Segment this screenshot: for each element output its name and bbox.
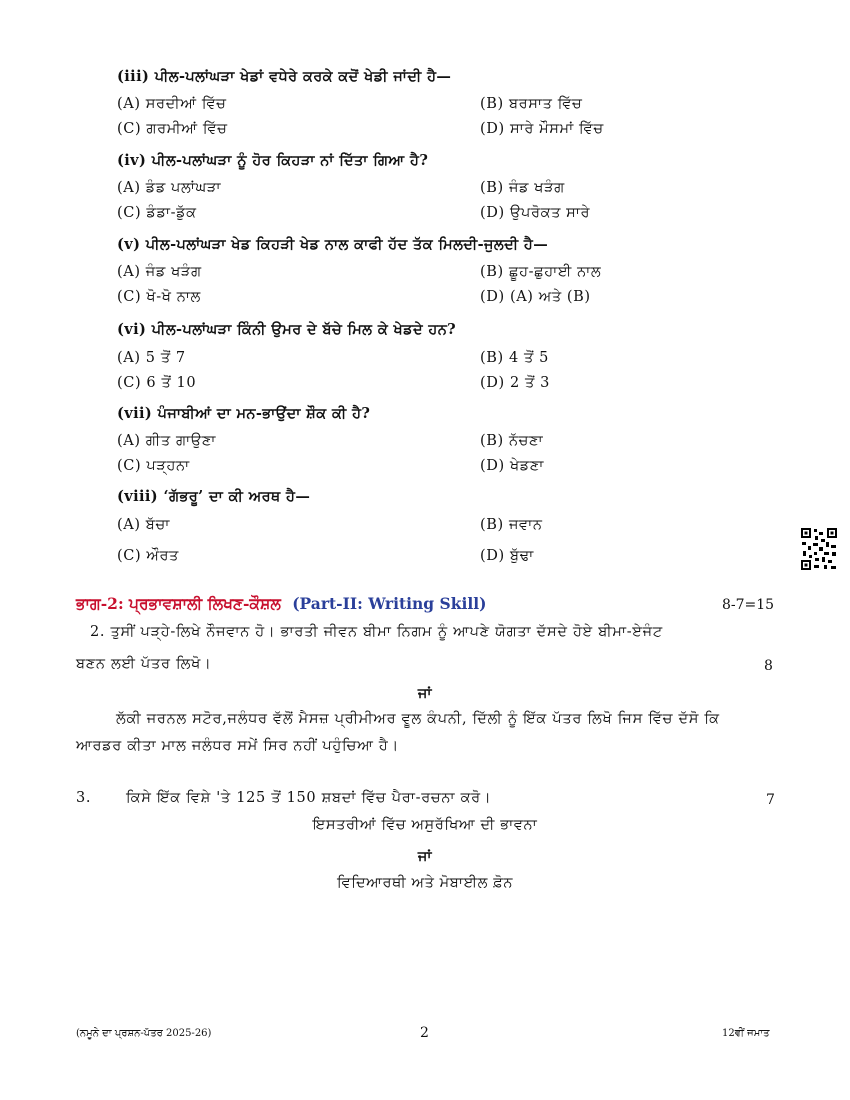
option-b: (B) ਨੱਚਣਾ: [480, 433, 544, 449]
section-title-english: (Part-II: Writing Skill): [292, 594, 487, 613]
option-b: (B) ਬਰਸਾਤ ਵਿੱਚ: [480, 96, 583, 112]
section-marks: 8-7=15: [722, 597, 775, 613]
qr-code-icon: [800, 527, 838, 571]
option-b: (B) 4 ਤੋਂ 5: [480, 350, 549, 366]
question-v: (v) ਪੀਲ-ਪਲਾਂਘੜਾ ਖੇਡ ਕਿਹੜੀ ਖੇਡ ਨਾਲ ਕਾਫੀ ਹੱਦ ਤੱਕ ਮਿਲਦੀ-ਜੁਲਦੀ ਹੈ—: [117, 236, 549, 253]
question-iv: (iv) ਪੀਲ-ਪਲਾਂਘੜਾ ਨੂੰ ਹੋਰ ਕਿਹੜਾ ਨਾਂ ਦਿੱਤਾ ਗਿਆ ਹੈ?: [117, 152, 429, 169]
question-3-number: 3.: [76, 790, 92, 806]
option-d: (D) 2 ਤੋਂ 3: [480, 375, 550, 391]
option-c: (C) ਔਰਤ: [117, 548, 179, 564]
question-3-text: ਕਿਸੇ ਇੱਕ ਵਿਸ਼ੇ 'ਤੇ 125 ਤੋਂ 150 ਸ਼ਬਦਾਂ ਵਿੱਚ ਪੈਰਾ-ਰਚਨਾ ਕਰੋ।: [126, 790, 492, 806]
topic-1: ਇਸਤਰੀਆਂ ਵਿੱਚ ਅਸੁਰੱਖਿਆ ਦੀ ਭਾਵਨਾ: [312, 817, 538, 833]
question-2-line2: ਬਣਨ ਲਈ ਪੱਤਰ ਲਿਖੋ।: [76, 656, 212, 672]
question-2-alt-line1: ਲੱਕੀ ਜਰਨਲ ਸਟੋਰ,ਜਲੰਧਰ ਵੱਲੋਂ ਮੈਸਜ਼ ਪ੍ਰੀਮੀਅਰ ਵੂਲ ਕੰਪਨੀ, ਦਿੱਲੀ ਨੂੰ ਇੱਕ ਪੱਤਰ ਲਿਖੋ ਜਿਸ ਵਿੱਚ ਦੱਸੋ ਕਿ: [116, 711, 720, 727]
option-c: (C) ਗਰਮੀਆਂ ਵਿੱਚ: [117, 121, 228, 137]
option-c: (C) ਖੋ-ਖੋ ਨਾਲ: [117, 289, 201, 305]
page-number: 2: [420, 1025, 429, 1041]
question-2-line1: 2. ਤੁਸੀਂ ਪੜ੍ਹੇ-ਲਿਖੇ ਨੌਜਵਾਨ ਹੋ। ਭਾਰਤੀ ਜੀਵਨ ਬੀਮਾ ਨਿਗਮ ਨੂੰ ਆਪਣੇ ਯੋਗਤਾ ਦੱਸਦੇ ਹੋਏ ਬੀਮਾ-ਏਜੰਟ: [90, 624, 663, 640]
option-a: (A) ਬੱਚਾ: [117, 517, 170, 533]
section-heading: [76, 594, 486, 614]
option-b: (B) ਜਵਾਨ: [480, 517, 543, 533]
option-a: (A) ਗੀਤ ਗਾਉਣਾ: [117, 433, 217, 449]
question-viii: (viii) ‘ਗੱਭਰੂ’ ਦਾ ਕੀ ਅਰਥ ਹੈ—: [117, 488, 311, 505]
section-title-punjabi: ਭਾਗ-2: ਪ੍ਰਭਾਵਸ਼ਾਲੀ ਲਿਖਣ-ਕੌਸ਼ਲ: [76, 594, 281, 613]
question-vi: (vi) ਪੀਲ-ਪਲਾਂਘੜਾ ਕਿੰਨੀ ਉਮਰ ਦੇ ਬੱਚੇ ਮਿਲ ਕੇ ਖੇਡਦੇ ਹਨ?: [117, 321, 457, 338]
footer-left: (ਨਮੂਨੇ ਦਾ ਪ੍ਰਸ਼ਨ-ਪੱਤਰ 2025-26): [76, 1028, 212, 1039]
option-d: (D) (A) ਅਤੇ (B): [480, 289, 591, 305]
topic-2: ਵਿਦਿਆਰਥੀ ਅਤੇ ਮੋਬਾਈਲ ਫ਼ੋਨ: [336, 875, 514, 891]
option-c: (C) ਡੰਡਾ-ਡੁੱਕ: [117, 205, 197, 221]
option-a: (A) ਸਰਦੀਆਂ ਵਿੱਚ: [117, 96, 227, 112]
question-iii: (iii) ਪੀਲ-ਪਲਾਂਘੜਾ ਖੇਡਾਂ ਵਧੇਰੇ ਕਰਕੇ ਕਦੋਂ ਖੇਡੀ ਜਾਂਦੀ ਹੈ—: [117, 68, 452, 85]
footer-right: 12ਵੀਂ ਜਮਾਤ: [722, 1028, 770, 1039]
question-3-marks: 7: [766, 792, 775, 808]
option-c: (C) 6 ਤੋਂ 10: [117, 375, 197, 391]
question-vii: (vii) ਪੰਜਾਬੀਆਂ ਦਾ ਮਨ-ਭਾਉਂਦਾ ਸ਼ੌਕ ਕੀ ਹੈ?: [117, 405, 371, 422]
option-d: (D) ਸਾਰੇ ਮੌਸਮਾਂ ਵਿੱਚ: [480, 121, 604, 137]
option-d: (D) ਬੁੱਢਾ: [480, 548, 534, 564]
option-a: (A) ਡੰਡ ਪਲਾਂਘੜਾ: [117, 180, 222, 196]
option-d: (D) ਖੇਡਣਾ: [480, 458, 544, 474]
question-2-alt-line2: ਆਰਡਰ ਕੀਤਾ ਮਾਲ ਜਲੰਧਰ ਸਮੇਂ ਸਿਰ ਨਹੀਂ ਪਹੁੰਚਿਆ ਹੈ।: [76, 738, 400, 754]
option-b: (B) ਛੂਹ-ਛੁਹਾਈ ਨਾਲ: [480, 264, 602, 280]
option-a: (A) ਜੰਡ ਖੜੰਗ: [117, 264, 202, 280]
option-c: (C) ਪੜ੍ਹਨਾ: [117, 458, 190, 474]
or-divider: ਜਾਂ: [417, 848, 433, 865]
option-d: (D) ਉਪਰੋਕਤ ਸਾਰੇ: [480, 205, 591, 221]
question-2-marks: 8: [764, 658, 773, 674]
option-b: (B) ਜੰਡ ਖੜੰਗ: [480, 180, 565, 196]
or-divider: ਜਾਂ: [417, 685, 433, 702]
option-a: (A) 5 ਤੋਂ 7: [117, 350, 186, 366]
